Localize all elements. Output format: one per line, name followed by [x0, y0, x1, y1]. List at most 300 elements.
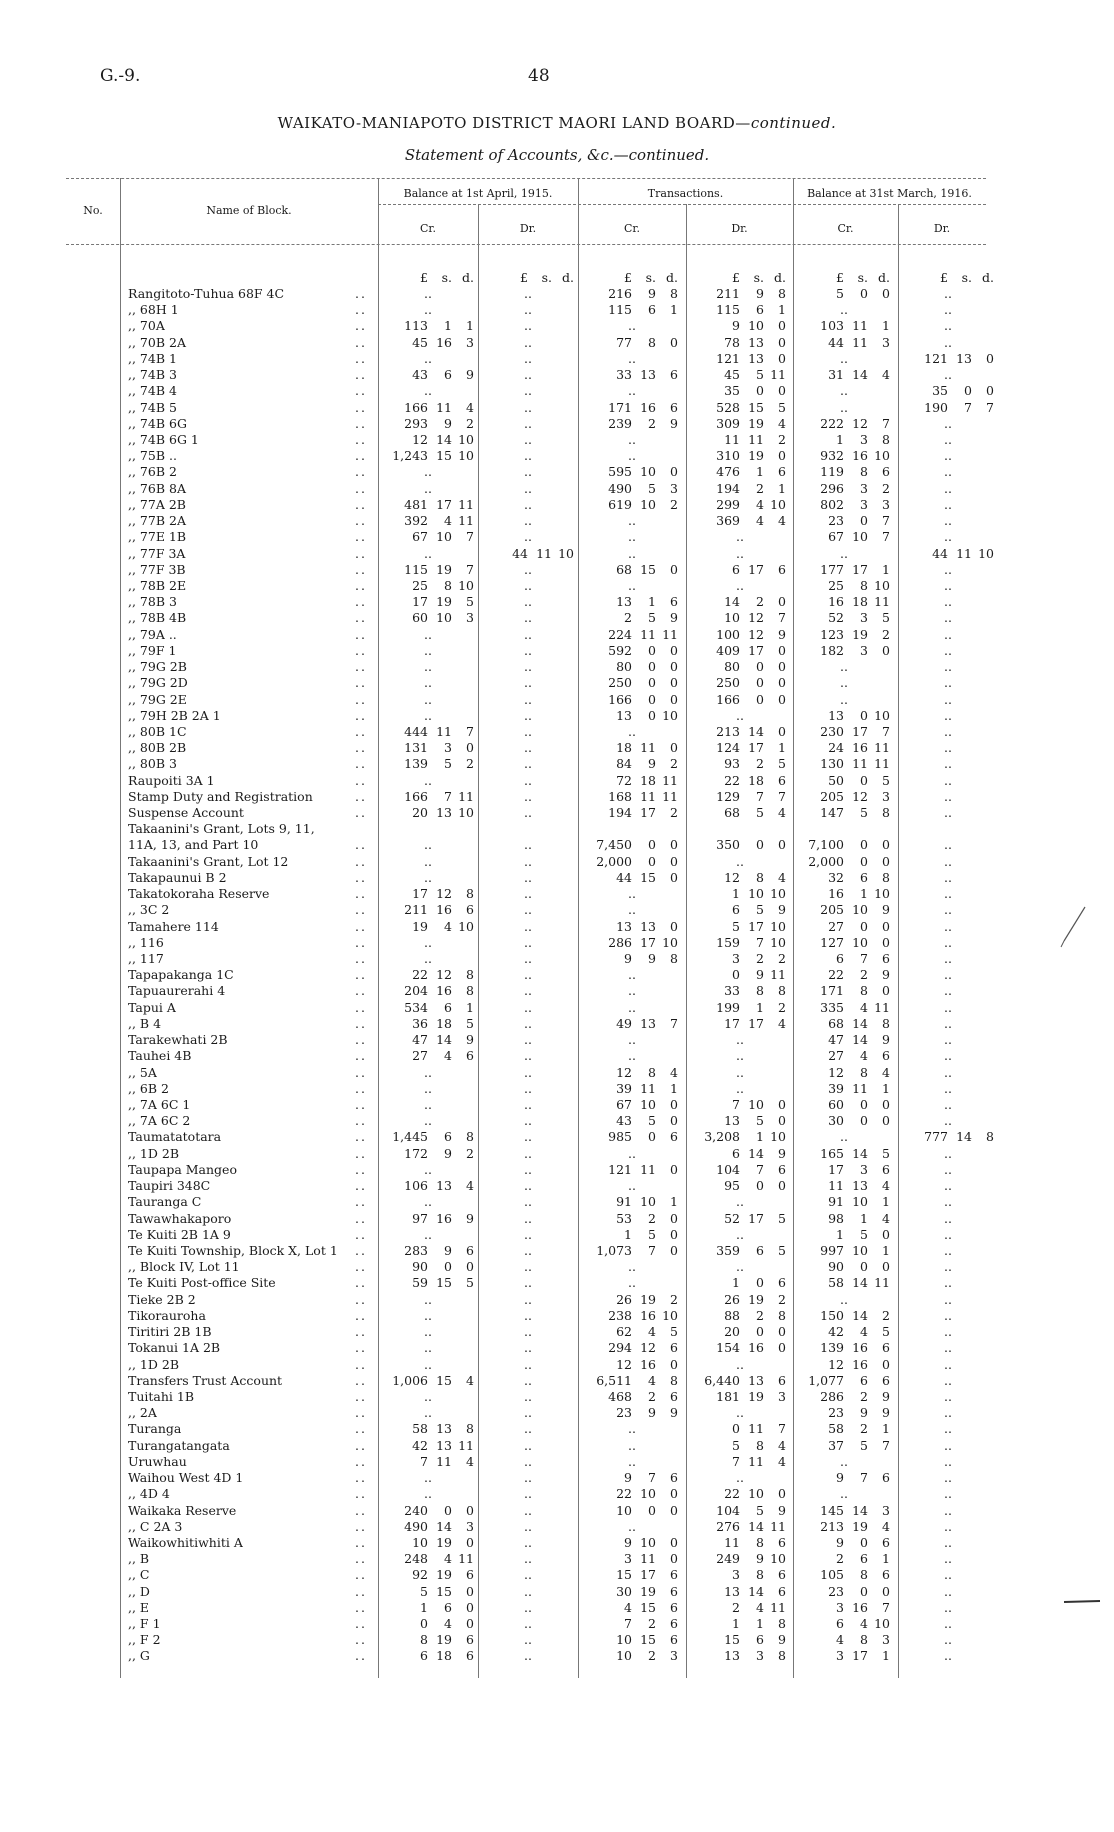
- pounds: 104: [716, 1502, 740, 1518]
- leader-dots: ..: [355, 318, 367, 334]
- leader-dots: ..: [355, 1259, 367, 1275]
- shillings: 13: [640, 367, 656, 383]
- nil-value: ..: [944, 448, 952, 464]
- table-row: [0, 400, 1114, 416]
- shillings: 0: [860, 1113, 868, 1129]
- pounds: 123: [820, 626, 844, 642]
- leader-dots: ..: [355, 675, 367, 691]
- pence: 6: [466, 1567, 474, 1583]
- pounds: 127: [820, 934, 844, 950]
- shillings: 16: [852, 448, 868, 464]
- nil-value: ..: [524, 1405, 532, 1421]
- nil-value: ..: [524, 480, 532, 496]
- nil-value: ..: [524, 383, 532, 399]
- block-name: Tamahere 114: [128, 918, 219, 934]
- pounds: 44: [932, 545, 948, 561]
- nil-value: ..: [736, 1032, 744, 1048]
- nil-value: ..: [524, 464, 532, 480]
- pence: 3: [466, 334, 474, 350]
- nil-value: ..: [628, 1275, 636, 1291]
- nil-value: ..: [736, 1048, 744, 1064]
- pounds: 77: [616, 334, 632, 350]
- pounds: 22: [616, 1486, 632, 1502]
- unit-pound: £: [420, 270, 428, 285]
- leader-dots: ..: [355, 464, 367, 480]
- pounds: 166: [608, 691, 632, 707]
- col-header-b16-cr: Cr.: [837, 222, 854, 235]
- pounds: 84: [616, 756, 632, 772]
- pence: 0: [882, 934, 890, 950]
- block-name: ,, Block IV, Lot 11: [128, 1259, 240, 1275]
- pence: 8: [986, 1129, 994, 1145]
- leader-dots: ..: [355, 626, 367, 642]
- pence: 10: [458, 431, 474, 447]
- shillings: 9: [860, 1405, 868, 1421]
- nil-value: ..: [944, 805, 952, 821]
- nil-value: ..: [424, 1307, 432, 1323]
- table-row: [0, 464, 1114, 480]
- nil-value: ..: [944, 999, 952, 1015]
- shillings: 15: [748, 399, 764, 415]
- shillings: 13: [748, 334, 764, 350]
- pence: 0: [882, 1113, 890, 1129]
- pounds: 238: [608, 1307, 632, 1323]
- pounds: 9: [624, 1534, 632, 1550]
- title-suffix: continued.: [750, 114, 837, 132]
- pence: 6: [882, 1470, 890, 1486]
- leader-dots: ..: [355, 723, 367, 739]
- shillings: 19: [436, 594, 452, 610]
- shillings: 6: [756, 1632, 764, 1648]
- unit-pence: d.: [562, 270, 574, 285]
- shillings: 3: [860, 1161, 868, 1177]
- shillings: 15: [436, 1583, 452, 1599]
- block-name: ,, 77A 2B: [128, 496, 186, 512]
- pounds: 80: [724, 659, 740, 675]
- table-row: [0, 529, 1114, 545]
- pence: 5: [778, 399, 786, 415]
- block-name: ,, 79A ..: [128, 626, 177, 642]
- leader-dots: ..: [355, 448, 367, 464]
- col-header-b16-dr: Dr.: [933, 222, 951, 235]
- shillings: 16: [436, 334, 452, 350]
- leader-dots: ..: [355, 756, 367, 772]
- pence: 0: [670, 334, 678, 350]
- pence: 5: [466, 1015, 474, 1031]
- nil-value: ..: [944, 334, 952, 350]
- leader-dots: ..: [355, 805, 367, 821]
- pounds: 52: [828, 610, 844, 626]
- pence: 0: [778, 448, 786, 464]
- pounds: 309: [716, 415, 740, 431]
- leader-dots: ..: [355, 1421, 367, 1437]
- pounds: 7,100: [808, 837, 844, 853]
- shillings: 18: [640, 772, 656, 788]
- pence: 11: [874, 740, 890, 756]
- nil-value: ..: [524, 837, 532, 853]
- shillings: 2: [648, 1616, 656, 1632]
- pounds: 6,440: [704, 1372, 740, 1388]
- pence: 7: [986, 399, 994, 415]
- nil-value: ..: [424, 1470, 432, 1486]
- pence: 8: [778, 286, 786, 301]
- pence: 5: [466, 1275, 474, 1291]
- shillings: 0: [860, 1534, 868, 1550]
- shillings: 3: [444, 740, 452, 756]
- nil-value: ..: [524, 886, 532, 902]
- nil-value: ..: [944, 1064, 952, 1080]
- nil-value: ..: [944, 918, 952, 934]
- pence: 5: [882, 1145, 890, 1161]
- pounds: 1: [732, 1275, 740, 1291]
- pounds: 145: [820, 1502, 844, 1518]
- shillings: 11: [640, 1551, 656, 1567]
- nil-value: ..: [628, 886, 636, 902]
- block-name: ,, 117: [128, 951, 164, 967]
- shillings: 2: [648, 415, 656, 431]
- shillings: 2: [860, 967, 868, 983]
- table-row: [0, 1551, 1114, 1567]
- nil-value: ..: [944, 642, 952, 658]
- nil-value: ..: [524, 707, 532, 723]
- pence: 2: [882, 626, 890, 642]
- pounds: 19: [412, 918, 428, 934]
- nil-value: ..: [628, 1048, 636, 1064]
- pounds: 1: [732, 1616, 740, 1632]
- pence: 0: [670, 464, 678, 480]
- pence: 9: [466, 367, 474, 383]
- nil-value: ..: [628, 545, 636, 561]
- block-name: Tawawhakaporo: [128, 1210, 232, 1226]
- pence: 3: [670, 480, 678, 496]
- pounds: 52: [724, 1210, 740, 1226]
- leader-dots: ..: [355, 707, 367, 723]
- nil-value: ..: [944, 788, 952, 804]
- pounds: 42: [412, 1437, 428, 1453]
- nil-value: ..: [628, 902, 636, 918]
- shillings: 13: [640, 1015, 656, 1031]
- pence: 0: [778, 383, 786, 399]
- shillings: 19: [748, 448, 764, 464]
- pence: 0: [670, 1534, 678, 1550]
- shillings: 0: [756, 691, 764, 707]
- pounds: 369: [716, 513, 740, 529]
- pence: 3: [670, 1648, 678, 1664]
- pence: 5: [778, 1210, 786, 1226]
- shillings: 7: [648, 1470, 656, 1486]
- nil-value: ..: [736, 1080, 744, 1096]
- pence: 8: [466, 1129, 474, 1145]
- table-row: [0, 1146, 1114, 1162]
- nil-value: ..: [524, 1032, 532, 1048]
- pounds: 11: [828, 1178, 844, 1194]
- shillings: 11: [852, 318, 868, 334]
- nil-value: ..: [524, 1064, 532, 1080]
- pence: 9: [778, 1145, 786, 1161]
- pounds: 199: [716, 999, 740, 1015]
- shillings: 11: [436, 1453, 452, 1469]
- pence: 0: [670, 642, 678, 658]
- shillings: 13: [852, 1178, 868, 1194]
- shillings: 11: [748, 1421, 764, 1437]
- pence: 6: [670, 1567, 678, 1583]
- block-name: Uruwhau: [128, 1453, 187, 1469]
- pence: 5: [882, 610, 890, 626]
- shillings: 5: [444, 756, 452, 772]
- pence: 6: [670, 1340, 678, 1356]
- shillings: 10: [852, 529, 868, 545]
- shillings: 15: [436, 1372, 452, 1388]
- pounds: 194: [716, 480, 740, 496]
- col-header-b15-cr: Cr.: [420, 222, 436, 235]
- shillings: 16: [852, 1599, 868, 1615]
- shillings: 4: [444, 1551, 452, 1567]
- block-name: 11A, 13, and Part 10: [128, 837, 259, 853]
- pence: 11: [662, 772, 678, 788]
- nil-value: ..: [424, 1064, 432, 1080]
- pence: 4: [882, 367, 890, 383]
- shillings: 0: [648, 642, 656, 658]
- pence: 4: [778, 1453, 786, 1469]
- nil-value: ..: [524, 496, 532, 512]
- nil-value: ..: [524, 302, 532, 318]
- block-name: ,, E: [128, 1599, 150, 1615]
- pounds: 12: [724, 869, 740, 885]
- pounds: 5: [836, 286, 844, 301]
- margin-dash-mark: [1062, 1598, 1102, 1606]
- nil-value: ..: [524, 1616, 532, 1632]
- nil-value: ..: [944, 610, 952, 626]
- leader-dots: ..: [355, 302, 367, 318]
- pence: 9: [778, 1632, 786, 1648]
- shillings: 19: [748, 1388, 764, 1404]
- pounds: 131: [404, 740, 428, 756]
- unit-shilling: s.: [753, 270, 764, 285]
- shillings: 12: [748, 610, 764, 626]
- pence: 1: [670, 302, 678, 318]
- shillings: 16: [852, 1340, 868, 1356]
- shillings: 3: [860, 610, 868, 626]
- pence: 3: [882, 1632, 890, 1648]
- pounds: 39: [616, 1080, 632, 1096]
- block-name: Waikaka Reserve: [128, 1502, 237, 1518]
- block-name: ,, 1D 2B: [128, 1356, 180, 1372]
- nil-value: ..: [944, 1632, 952, 1648]
- pence: 7: [882, 513, 890, 529]
- leader-dots: ..: [355, 529, 367, 545]
- nil-value: ..: [944, 1340, 952, 1356]
- nil-value: ..: [524, 1324, 532, 1340]
- block-name: ,, 79F 1: [128, 642, 177, 658]
- shillings: 11: [640, 740, 656, 756]
- pounds: 91: [828, 1194, 844, 1210]
- nil-value: ..: [840, 350, 848, 366]
- nil-value: ..: [524, 1113, 532, 1129]
- block-name: Taumatatotara: [128, 1129, 222, 1145]
- nil-value: ..: [628, 1453, 636, 1469]
- pounds: 115: [404, 561, 428, 577]
- pounds: 222: [820, 415, 844, 431]
- pence: 6: [778, 1583, 786, 1599]
- block-name: Tapuaurerahi 4: [128, 983, 226, 999]
- pence: 8: [466, 886, 474, 902]
- pounds: 0: [732, 967, 740, 983]
- table-row: [0, 481, 1114, 497]
- table-row: [0, 497, 1114, 513]
- shillings: 7: [648, 1242, 656, 1258]
- nil-value: ..: [944, 1405, 952, 1421]
- nil-value: ..: [424, 1080, 432, 1096]
- shillings: 0: [444, 1502, 452, 1518]
- pounds: 276: [716, 1518, 740, 1534]
- block-name: ,, 75B ..: [128, 448, 177, 464]
- shillings: 0: [860, 837, 868, 853]
- nil-value: ..: [628, 1145, 636, 1161]
- leader-dots: ..: [355, 1388, 367, 1404]
- shillings: 10: [436, 529, 452, 545]
- pence: 0: [882, 983, 890, 999]
- pounds: 6: [732, 1145, 740, 1161]
- shillings: 2: [648, 1388, 656, 1404]
- nil-value: ..: [944, 707, 952, 723]
- pounds: 91: [616, 1194, 632, 1210]
- nil-value: ..: [944, 1307, 952, 1323]
- pounds: 44: [616, 869, 632, 885]
- block-name: ,, 78B 3: [128, 594, 177, 610]
- nil-value: ..: [424, 707, 432, 723]
- pence: 10: [770, 1551, 786, 1567]
- table-row: [0, 513, 1114, 529]
- nil-value: ..: [944, 967, 952, 983]
- shillings: 8: [860, 464, 868, 480]
- leader-dots: ..: [355, 1583, 367, 1599]
- block-name: Waihou West 4D 1: [128, 1470, 244, 1486]
- nil-value: ..: [628, 1259, 636, 1275]
- nil-value: ..: [944, 691, 952, 707]
- pence: 0: [778, 642, 786, 658]
- table-row: [0, 1600, 1114, 1616]
- table-row: [0, 724, 1114, 740]
- nil-value: ..: [424, 1097, 432, 1112]
- pounds: 147: [820, 805, 844, 821]
- pence: 6: [670, 367, 678, 383]
- pounds: 171: [820, 983, 844, 999]
- table-row: [0, 708, 1114, 724]
- pence: 4: [466, 1372, 474, 1388]
- nil-value: ..: [628, 448, 636, 464]
- shillings: 10: [640, 1194, 656, 1210]
- pence: 0: [778, 318, 786, 334]
- nil-value: ..: [524, 334, 532, 350]
- nil-value: ..: [524, 529, 532, 545]
- pounds: 476: [716, 464, 740, 480]
- shillings: 2: [756, 594, 764, 610]
- nil-value: ..: [424, 951, 432, 967]
- leader-dots: ..: [355, 1307, 367, 1323]
- page-title: [0, 114, 1114, 132]
- block-name: ,, D: [128, 1583, 150, 1599]
- nil-value: ..: [524, 951, 532, 967]
- leader-dots: ..: [355, 999, 367, 1015]
- pence: 0: [778, 723, 786, 739]
- table-row: [0, 902, 1114, 918]
- pence: 6: [670, 399, 678, 415]
- pounds: 24: [828, 740, 844, 756]
- pounds: 27: [828, 918, 844, 934]
- shillings: 11: [956, 545, 972, 561]
- nil-value: ..: [524, 594, 532, 610]
- nil-value: ..: [944, 1567, 952, 1583]
- pence: 7: [466, 561, 474, 577]
- nil-value: ..: [944, 1551, 952, 1567]
- nil-value: ..: [736, 1064, 744, 1080]
- pence: 3: [882, 1502, 890, 1518]
- nil-value: ..: [944, 561, 952, 577]
- leader-dots: ..: [355, 1097, 367, 1112]
- nil-value: ..: [524, 1080, 532, 1096]
- pence: 7: [466, 723, 474, 739]
- nil-value: ..: [944, 869, 952, 885]
- nil-value: ..: [524, 1567, 532, 1583]
- pence: 5: [670, 1324, 678, 1340]
- shillings: 5: [756, 367, 764, 383]
- nil-value: ..: [524, 1551, 532, 1567]
- leader-dots: ..: [355, 286, 367, 301]
- pounds: 350: [716, 837, 740, 853]
- table-row: [0, 740, 1114, 756]
- block-name: Tapapakanga 1C: [128, 967, 234, 983]
- pounds: 97: [412, 1210, 428, 1226]
- pounds: 13: [616, 918, 632, 934]
- pence: 7: [882, 723, 890, 739]
- shillings: 5: [756, 902, 764, 918]
- nil-value: ..: [944, 675, 952, 691]
- block-name: Te Kuiti Post-office Site: [128, 1275, 276, 1291]
- shillings: 9: [648, 1405, 656, 1421]
- nil-value: ..: [524, 1226, 532, 1242]
- pence: 6: [670, 1599, 678, 1615]
- shillings: 19: [852, 626, 868, 642]
- block-name: ,, 78B 2E: [128, 577, 187, 593]
- leader-dots: ..: [355, 399, 367, 415]
- pence: 1: [882, 561, 890, 577]
- nil-value: ..: [524, 1275, 532, 1291]
- leader-dots: ..: [355, 1194, 367, 1210]
- pence: 1: [778, 480, 786, 496]
- pence: 0: [670, 1113, 678, 1129]
- shillings: 6: [756, 1242, 764, 1258]
- pence: 6: [670, 594, 678, 610]
- pounds: 78: [724, 334, 740, 350]
- leader-dots: ..: [355, 496, 367, 512]
- pounds: 409: [716, 642, 740, 658]
- pence: 10: [874, 1616, 890, 1632]
- pence: 2: [466, 415, 474, 431]
- pounds: 80: [616, 659, 632, 675]
- nil-value: ..: [628, 577, 636, 593]
- pence: 8: [670, 951, 678, 967]
- shillings: 0: [756, 659, 764, 675]
- table-row: [0, 1016, 1114, 1032]
- leader-dots: ..: [355, 594, 367, 610]
- shillings: 14: [436, 431, 452, 447]
- shillings: 9: [648, 286, 656, 301]
- pence: 9: [466, 1032, 474, 1048]
- shillings: 1: [860, 1210, 868, 1226]
- nil-value: ..: [524, 642, 532, 658]
- block-name: ,, C 2A 3: [128, 1518, 183, 1534]
- leader-dots: ..: [355, 1486, 367, 1502]
